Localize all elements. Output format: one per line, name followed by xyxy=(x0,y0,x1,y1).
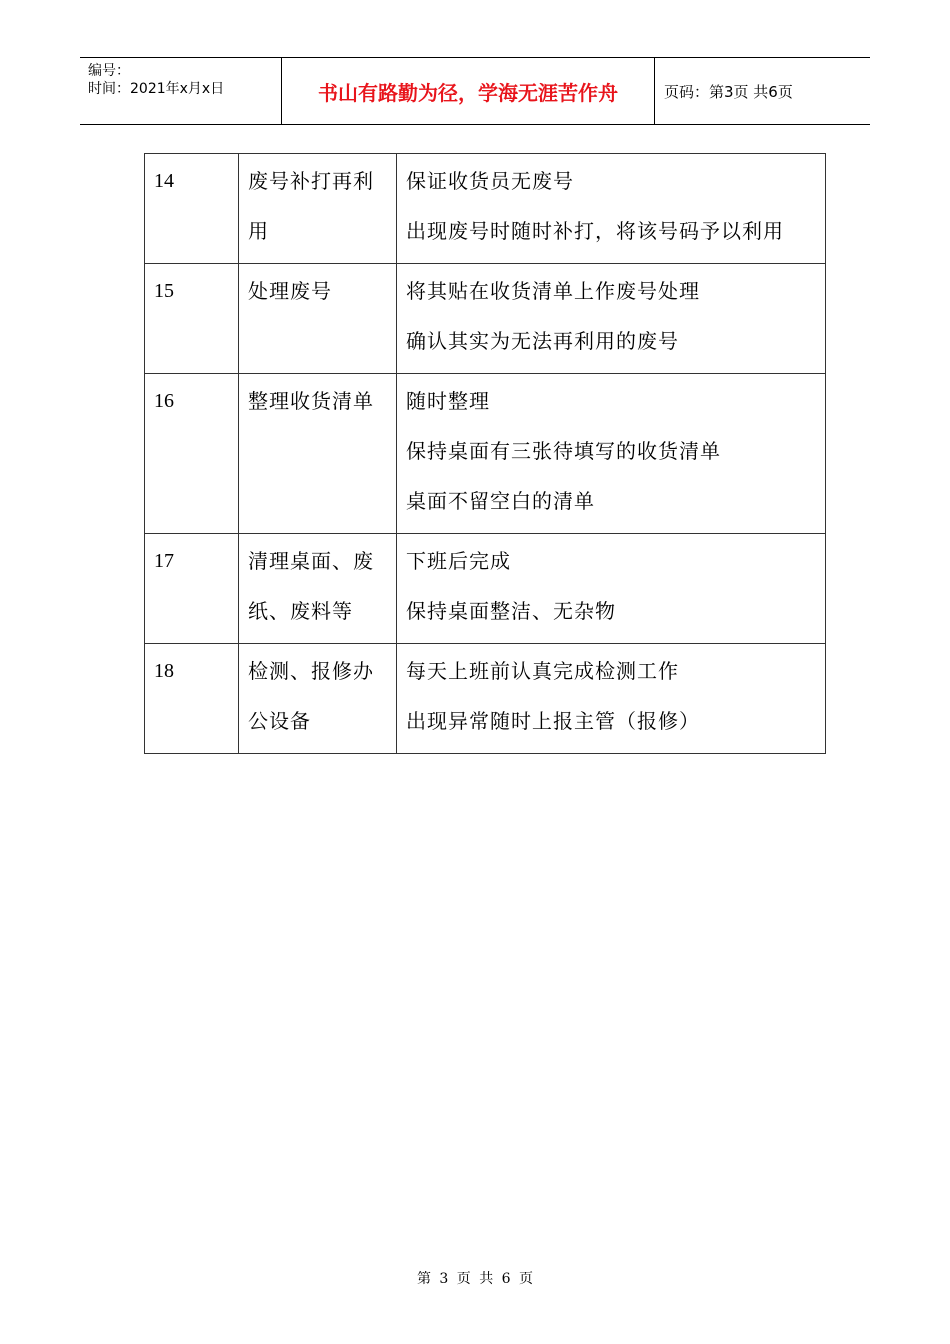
header-divider xyxy=(654,58,655,124)
header-meta xyxy=(88,62,224,98)
page-header xyxy=(80,57,870,125)
row-number: 14 xyxy=(145,154,239,264)
header-motto: 书山有路勤为径，学海无涯苦作舟 xyxy=(318,80,618,105)
table-row xyxy=(145,644,826,754)
row-item: 废号补打再利用 xyxy=(239,154,397,264)
table-row xyxy=(145,264,826,374)
row-item: 检测、报修办公设备 xyxy=(239,644,397,754)
row-item: 处理废号 xyxy=(239,264,397,374)
description-line: 随时整理 xyxy=(406,389,490,413)
description-line: 保证收货员无废号 xyxy=(406,169,574,193)
row-item: 清理桌面、废纸、废料等 xyxy=(239,534,397,644)
header-page-number: 页码：第3页 共6页 xyxy=(664,82,793,101)
description-line: 桌面不留空白的清单 xyxy=(406,489,595,513)
table-row xyxy=(145,154,826,264)
time-label: 时间：2021年x月x日 xyxy=(88,81,225,97)
description-line: 出现废号时随时补打，将该号码予以利用 xyxy=(406,219,784,243)
description-line: 确认其实为无法再利用的废号 xyxy=(406,329,679,353)
row-description xyxy=(397,644,826,754)
row-description xyxy=(397,374,826,534)
table-row xyxy=(145,374,826,534)
row-description xyxy=(397,154,826,264)
row-item: 整理收货清单 xyxy=(239,374,397,534)
row-description xyxy=(397,534,826,644)
description-line: 每天上班前认真完成检测工作 xyxy=(406,659,679,683)
description-line: 下班后完成 xyxy=(406,549,511,573)
row-number: 16 xyxy=(145,374,239,534)
row-description xyxy=(397,264,826,374)
row-number: 17 xyxy=(145,534,239,644)
row-number: 15 xyxy=(145,264,239,374)
description-line: 保持桌面有三张待填写的收货清单 xyxy=(406,439,721,463)
page-footer: 第 3 页 共 6 页 xyxy=(416,1271,534,1287)
description-line: 保持桌面整洁、无杂物 xyxy=(406,599,616,623)
description-line: 出现异常随时上报主管（报修） xyxy=(406,709,700,733)
doc-number-label: 编号： xyxy=(88,63,130,79)
table-row xyxy=(145,534,826,644)
description-line: 将其贴在收货清单上作废号处理 xyxy=(406,279,700,303)
row-number: 18 xyxy=(145,644,239,754)
procedure-table xyxy=(144,153,826,754)
